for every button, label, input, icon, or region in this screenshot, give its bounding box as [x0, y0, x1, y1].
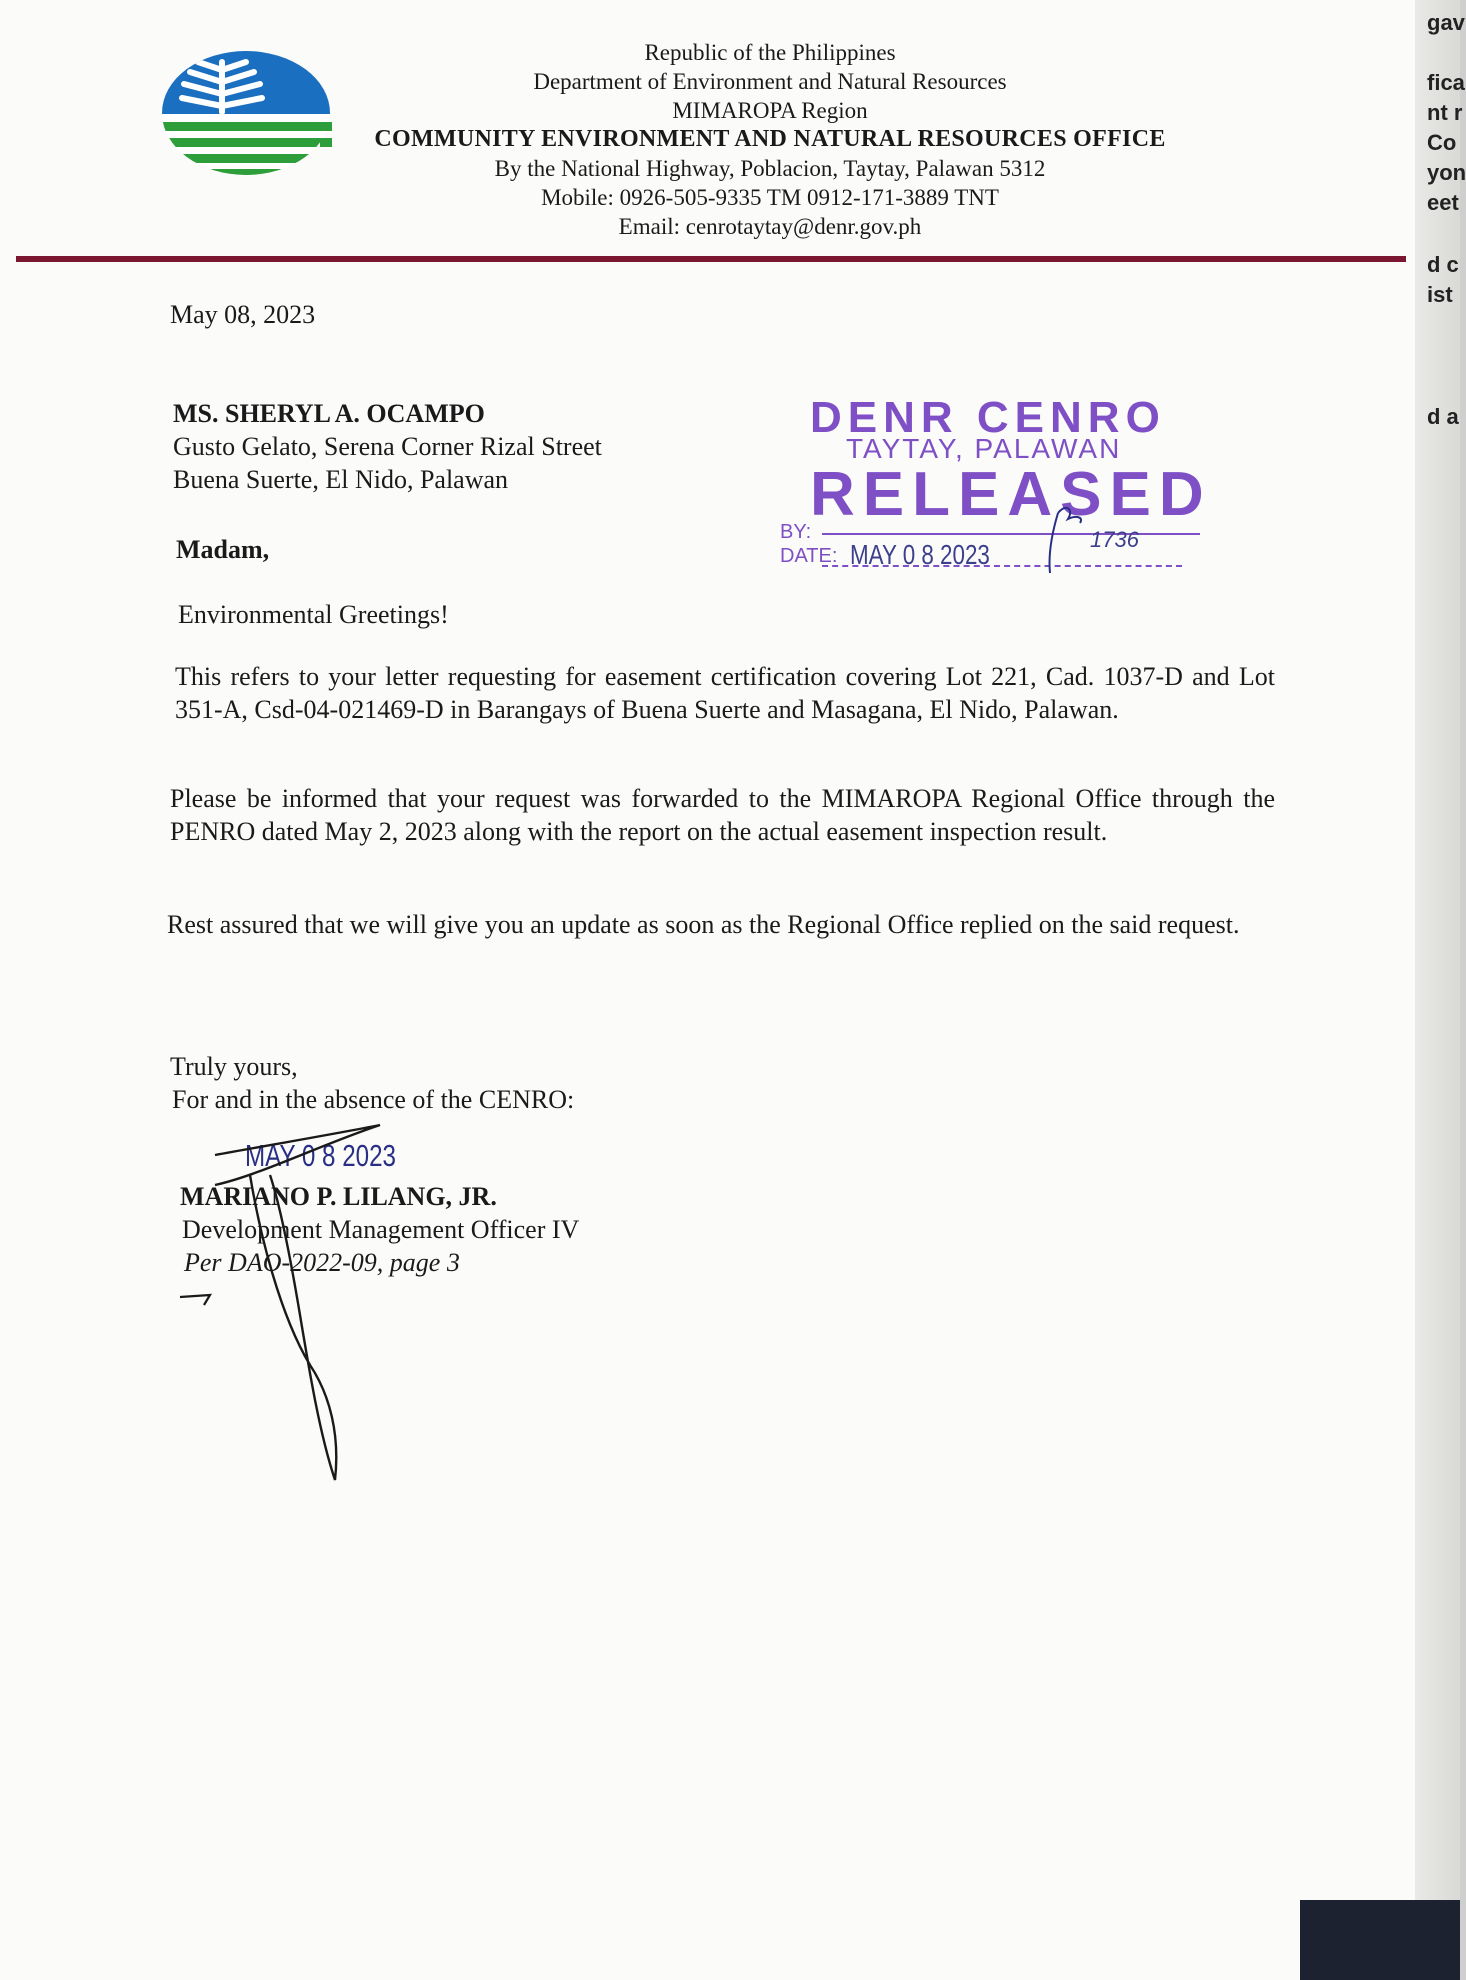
stamp-date-label: DATE: [780, 545, 838, 567]
stamp-by-line [822, 533, 1200, 535]
closing-line-2: For and in the absence of the CENRO: [172, 1085, 575, 1114]
signatory-authority: Per DAO-2022-09, page 3 [184, 1248, 460, 1277]
stamp-date-value: MAY 0 8 2023 [850, 539, 990, 570]
recipient-name: MS. SHERYL A. OCAMPO [173, 399, 485, 428]
paragraph-3: Rest assured that we will give you an update as soon as the Regional Office replied on the said request. [167, 910, 1240, 939]
edge-fragment: d c [1427, 252, 1459, 277]
greeting: Environmental Greetings! [178, 600, 449, 629]
edge-fragment: gav [1427, 10, 1465, 35]
letterhead-republic: Republic of the Philippines [644, 40, 896, 65]
letterhead-mobile: Mobile: 0926-505-9335 TM 0912-171-3889 TNT [541, 185, 999, 210]
stamp-by-label: BY: [780, 521, 812, 543]
edge-fragment: eet [1427, 190, 1459, 215]
closing: Truly yours, [170, 1052, 298, 1081]
letterhead-office: COMMUNITY ENVIRONMENT AND NATURAL RESOURCES OFFICE [374, 126, 1166, 152]
released-stamp [780, 393, 1210, 593]
letterhead-department: Department of Environment and Natural Resources [533, 69, 1007, 94]
letterhead-divider [16, 256, 1406, 262]
signatory-title: Development Management Officer IV [182, 1215, 580, 1244]
signature-date-stamp: MAY 0 8 2023 [245, 1138, 397, 1173]
letterhead-region: MIMAROPA Region [672, 98, 868, 123]
letter-date: May 08, 2023 [170, 300, 316, 329]
stamp-location: TAYTAY, PALAWAN [846, 433, 1122, 464]
edge-fragment: fica [1427, 70, 1465, 95]
stamp-number: 1736 [1090, 527, 1139, 552]
stamp-initials [1030, 493, 1090, 583]
edge-fragment: Co [1427, 130, 1457, 155]
edge-fragment: d a [1427, 404, 1459, 429]
recipient-address-line1: Gusto Gelato, Serena Corner Rizal Street [173, 432, 602, 461]
background-surface [1300, 1900, 1460, 1980]
denr-tree-logo-icon [160, 50, 332, 176]
signatory-name: MARIANO P. LILANG, JR. [180, 1182, 497, 1211]
adjacent-page-edge [1415, 0, 1466, 1980]
edge-fragment: ist [1427, 282, 1453, 307]
stamp-status: RELEASED [810, 460, 1212, 529]
recipient-address-line2: Buena Suerte, El Nido, Palawan [173, 465, 509, 494]
edge-fragment: yon [1427, 160, 1466, 185]
letterhead [330, 38, 1210, 241]
edge-fragment: nt r [1427, 100, 1463, 125]
salutation: Madam, [176, 535, 270, 564]
paragraph-1: This refers to your letter requesting for easement certification covering Lot 221, Cad. 1037-D and Lot 351-A, Csd-04-021469-D in Barangays of Buena Suerte and Masagana, El Nido, Palawan. [175, 662, 1275, 724]
letterhead-address: By the National Highway, Poblacion, Taytay, Palawan 5312 [494, 156, 1046, 181]
letterhead-email: Email: cenrotaytay@denr.gov.ph [618, 214, 922, 239]
stamp-office: DENR CENRO [810, 393, 1166, 442]
paragraph-2: Please be informed that your request was forwarded to the MIMAROPA Regional Office through the PENRO dated May 2, 2023 along with the report on the actual easement inspection result. [170, 784, 1275, 846]
handwritten-signature [170, 1115, 430, 1495]
